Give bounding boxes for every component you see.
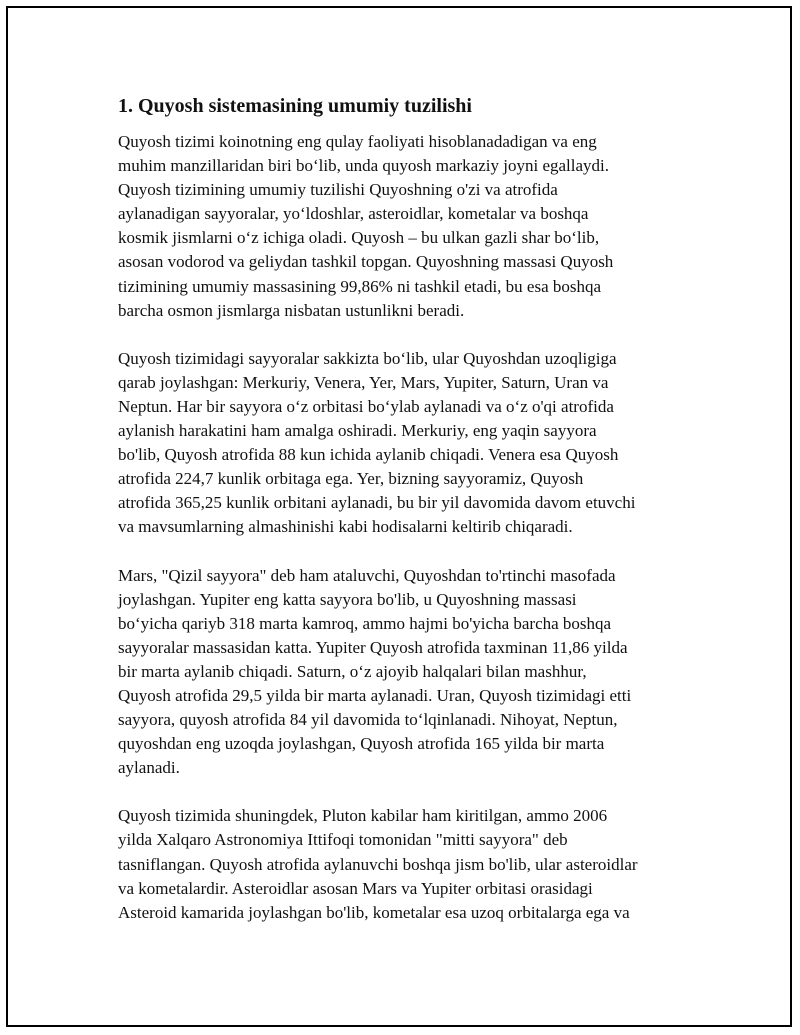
- text-line: qarab joylashgan: Merkuriy, Venera, Yer, Mars, Yupiter, Saturn, Uran va: [118, 372, 609, 392]
- text-line: atrofida 365,25 kunlik orbitani aylanadi, bu bir yil davomida davom etuvchi: [118, 493, 636, 513]
- text-line: barcha osmon jismlarga nisbatan ustunlikni beradi.: [118, 300, 465, 320]
- text-line: sayyoralar massasidan katta. Yupiter Quyosh atrofida taxminan 11,86 yilda: [118, 637, 628, 657]
- text-line: kosmik jismlarni o‘z ichiga oladi. Quyosh – bu ulkan gazli shar bo‘lib,: [118, 228, 600, 248]
- text-line: joylashgan. Yupiter eng katta sayyora bo'lib, u Quyoshning massasi: [118, 589, 577, 609]
- text-line: Neptun. Har bir sayyora o‘z orbitasi bo‘ylab aylanadi va o‘z o'qi atrofida: [118, 396, 614, 416]
- text-line: bir marta aylanib chiqadi. Saturn, o‘z ajoyib halqalari bilan mashhur,: [118, 661, 587, 681]
- text-line: asosan vodorod va geliydan tashkil topgan. Quyoshning massasi Quyosh: [118, 252, 614, 272]
- text-line: Quyosh atrofida 29,5 yilda bir marta aylanadi. Uran, Quyosh tizimidagi etti: [118, 685, 632, 705]
- text-line: sayyora, quyosh atrofida 84 yil davomida to‘lqinlanadi. Nihoyat, Neptun,: [118, 710, 618, 730]
- text-line: Mars, "Qizil sayyora" deb ham ataluvchi, Quyoshdan to'rtinchi masofada: [118, 565, 616, 585]
- text-line: aylanadigan sayyoralar, yo‘ldoshlar, asteroidlar, kometalar va boshqa: [118, 204, 589, 224]
- paragraph-3: [118, 564, 686, 781]
- text-line: bo'lib, Quyosh atrofida 88 kun ichida aylanib chiqadi. Venera esa Quyosh: [118, 445, 619, 465]
- document-page: [118, 94, 686, 949]
- text-line: Quyosh tizimida shuningdek, Pluton kabilar ham kiritilgan, ammo 2006: [118, 806, 608, 826]
- text-line: bo‘yicha qariyb 318 marta kamroq, ammo hajmi bo'yicha barcha boshqa: [118, 613, 612, 633]
- text-line: Asteroid kamarida joylashgan bo'lib, kometalar esa uzoq orbitalarga ega va: [118, 902, 630, 922]
- text-line: tasniflangan. Quyosh atrofida aylanuvchi boshqa jism bo'lib, ular asteroidlar: [118, 854, 638, 874]
- text-line: va mavsumlarning almashinishi kabi hodisalarni keltirib chiqaradi.: [118, 517, 573, 537]
- text-line: Quyosh tizimi koinotning eng qulay faoliyati hisoblanadadigan va eng: [118, 132, 597, 151]
- text-line: muhim manzillaridan biri bo‘lib, unda quyosh markaziy joyni egallaydi.: [118, 156, 609, 176]
- text-line: aylanish harakatini ham amalga oshiradi. Merkuriy, eng yaqin sayyora: [118, 421, 597, 441]
- text-line: va kometalardir. Asteroidlar asosan Mars va Yupiter orbitasi orasidagi: [118, 878, 593, 898]
- text-line: Quyosh tizimidagi sayyoralar sakkizta bo‘lib, ular Quyoshdan uzoqligiga: [118, 348, 617, 368]
- paragraph-2: [118, 347, 686, 540]
- text-line: yilda Xalqaro Astronomiya Ittifoqi tomonidan "mitti sayyora" deb: [118, 830, 568, 850]
- paragraph-4: [118, 804, 686, 924]
- paragraph-1: [118, 130, 686, 323]
- text-line: Quyosh tizimining umumiy tuzilishi Quyoshning o'zi va atrofida: [118, 180, 558, 200]
- section-heading: 1. Quyosh sistemasining umumiy tuzilishi: [118, 95, 472, 117]
- text-line: aylanadi.: [118, 758, 180, 778]
- text-line: quyoshdan eng uzoqda joylashgan, Quyosh atrofida 165 yilda bir marta: [118, 734, 605, 754]
- text-line: atrofida 224,7 kunlik orbitaga ega. Yer, bizning sayyoramiz, Quyosh: [118, 469, 584, 489]
- text-line: tizimining umumiy massasining 99,86% ni tashkil etadi, bu esa boshqa: [118, 276, 602, 296]
